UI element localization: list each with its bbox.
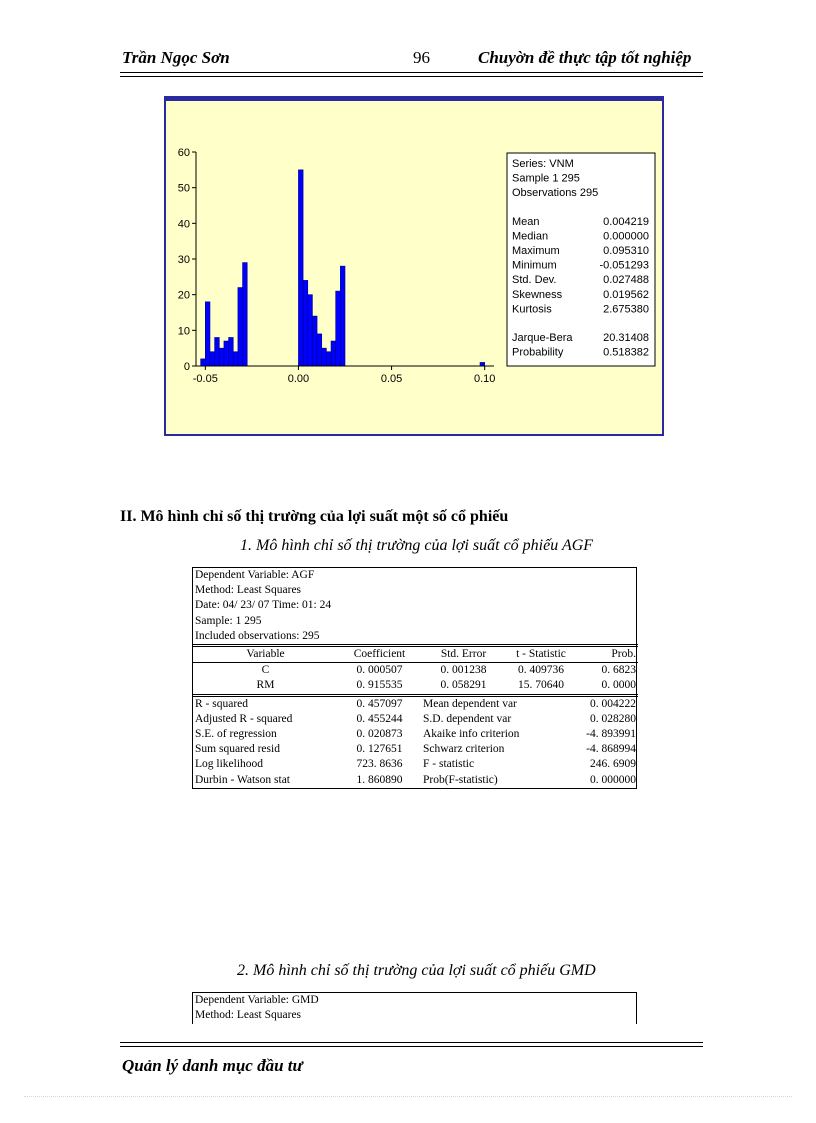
subsection-gmd-title: 2. Mô hình chỉ số thị trường của lợi suất cổ phiếu GMD xyxy=(237,962,596,979)
footer-rule xyxy=(120,1042,703,1043)
coef-header-row-cell-2: Std. Error xyxy=(421,646,506,663)
histogram-bar-13 xyxy=(312,316,317,366)
coef-row-0-cell-4: 0. 6823 xyxy=(576,663,638,679)
page-number: 96 xyxy=(413,48,430,67)
coef-row-0-cell-0: C xyxy=(193,663,338,679)
stat-row-1-cell-0: Adjusted R - squared xyxy=(195,712,293,725)
stat-row-3-cell-0: Sum squared resid xyxy=(195,743,280,756)
histogram-bar-5 xyxy=(224,341,229,366)
histogram-bar-15 xyxy=(322,348,327,366)
stat-row-2-cell-2: Akaike info criterion xyxy=(423,728,520,741)
coef-row-1-cell-0: RM xyxy=(256,679,275,692)
coef-row-0-cell-2: 0. 001238 xyxy=(421,663,506,679)
histogram-bar-0 xyxy=(201,359,206,366)
stat-row-4-cell-0: Log likelihood xyxy=(195,758,264,771)
coef-row-0 xyxy=(193,663,638,679)
stat-label-5: Maximum xyxy=(512,245,560,257)
regression-table-agf xyxy=(192,567,637,789)
stat-row-0-cell-2: Mean dependent var xyxy=(421,695,576,712)
stat-row-3-cell-2: Schwarz criterion xyxy=(423,743,505,756)
stat-label-10: Jarque-Bera xyxy=(512,332,573,344)
stat-value-8: 0.019562 xyxy=(603,288,649,301)
agf-info-line-1: Method: Least Squares xyxy=(195,584,302,597)
stat-value-5: 0.095310 xyxy=(603,245,649,257)
stat-row-2-cell-1: 0. 020873 xyxy=(356,728,403,741)
footer-rule-inner xyxy=(120,1046,703,1047)
stat-label-11: Probability xyxy=(512,346,564,359)
coef-header-row-cell-1: Coefficient xyxy=(338,646,421,663)
header-rule xyxy=(120,72,703,73)
agf-info-line-2: Date: 04/ 23/ 07 Time: 01: 24 xyxy=(195,599,332,612)
y-tick-label-6: 60 xyxy=(177,147,190,159)
stat-row-4-cell-3: 246. 6909 xyxy=(590,758,636,771)
stat-label-2: Observations 295 xyxy=(512,187,599,200)
coef-row-1-cell-3: 15. 70640 xyxy=(518,679,564,692)
histogram-bar-9 xyxy=(243,263,248,366)
coef-header-row xyxy=(193,646,638,663)
stat-row-2-cell-0: S.E. of regression xyxy=(195,728,277,741)
histogram-bar-20 xyxy=(480,362,485,366)
histogram-bar-8 xyxy=(238,288,243,366)
coef-header-row-cell-3: t - Statistic xyxy=(506,646,576,663)
stat-label-3: Mean xyxy=(512,215,540,228)
y-tick-label-2: 20 xyxy=(177,289,190,302)
subsection-agf-title: 1. Mô hình chỉ số thị trường của lợi suất cổ phiếu AGF xyxy=(240,537,594,554)
stat-row-0-cell-3: 0. 004222 xyxy=(576,695,638,712)
stat-row-5-cell-0: Durbin - Watson stat xyxy=(195,773,291,786)
gmd-info-line-1: Method: Least Squares xyxy=(195,1009,302,1022)
histogram-bar-10 xyxy=(298,170,303,366)
histogram-figure xyxy=(164,96,664,436)
agf-info-line-3: Sample: 1 295 xyxy=(195,614,262,627)
histogram-bar-18 xyxy=(336,291,341,366)
stat-label-7: Std. Dev. xyxy=(512,274,557,287)
stat-label-6: Minimum xyxy=(512,259,557,272)
x-tick-label-0: -0.05 xyxy=(192,373,218,385)
stat-row-0-cell-1: 0. 457097 xyxy=(338,695,421,712)
histogram-bar-4 xyxy=(219,348,224,366)
stat-row-1 xyxy=(193,712,638,727)
page-bottom-dotted-line xyxy=(24,1096,792,1097)
histogram-chart xyxy=(166,98,662,434)
stat-row-3-cell-1: 0. 127651 xyxy=(356,743,403,756)
stat-row-5-cell-3: 0. 000000 xyxy=(590,773,636,786)
stat-row-5-cell-1: 1. 860890 xyxy=(356,773,403,786)
stat-label-9: Kurtosis xyxy=(512,303,552,316)
coef-row-1-cell-2: 0. 058291 xyxy=(440,679,487,692)
header-author: Trần Ngọc Sơn xyxy=(122,48,230,67)
histogram-bar-12 xyxy=(308,295,313,366)
histogram-bar-17 xyxy=(331,341,336,366)
header-title: Chuyờn đề thực tập tốt nghiệp xyxy=(478,48,692,67)
histogram-bar-3 xyxy=(215,337,220,366)
agf-info-line-0: Dependent Variable: AGF xyxy=(195,569,315,581)
histogram-bar-11 xyxy=(303,280,308,366)
stat-label-4: Median xyxy=(512,230,549,243)
stat-row-0 xyxy=(193,695,638,712)
figure-top-bar xyxy=(166,98,662,101)
stat-label-1: Sample 1 295 xyxy=(512,172,580,185)
regression-table-gmd xyxy=(192,992,637,1024)
footer-text: Quản lý danh mục đầu tư xyxy=(122,1056,303,1075)
stat-row-2-cell-3: -4. 893991 xyxy=(586,728,636,741)
stat-row-1-cell-1: 0. 455244 xyxy=(356,712,403,725)
stat-label-0: Series: VNM xyxy=(512,158,574,170)
stat-value-4: 0.000000 xyxy=(603,230,649,243)
stat-row-2 xyxy=(193,727,638,742)
histogram-bar-16 xyxy=(326,352,331,366)
histogram-bar-2 xyxy=(210,352,215,366)
stat-row-4-cell-2: F - statistic xyxy=(423,758,475,771)
summary-stats-table xyxy=(193,694,638,788)
gmd-info-line-0: Dependent Variable: GMD xyxy=(195,994,319,1006)
histogram-bar-19 xyxy=(340,266,345,366)
stat-row-1-cell-2: S.D. dependent var xyxy=(423,712,512,725)
coef-row-1 xyxy=(193,678,638,693)
coefficient-table xyxy=(193,644,638,694)
stat-value-3: 0.004219 xyxy=(603,215,649,228)
histogram-bar-1 xyxy=(205,302,210,366)
histogram-bar-6 xyxy=(229,337,234,366)
section-heading: II. Mô hình chỉ số thị trường của lợi suất một số cổ phiếu xyxy=(120,508,509,525)
coef-row-0-cell-1: 0. 000507 xyxy=(338,663,421,679)
stat-value-6: -0.051293 xyxy=(599,259,649,272)
stat-value-7: 0.027488 xyxy=(603,274,649,287)
histogram-bar-7 xyxy=(233,352,238,366)
stat-row-1-cell-3: 0. 028280 xyxy=(590,712,636,725)
stat-row-5-cell-2: Prob(F-statistic) xyxy=(423,773,498,786)
stat-value-9: 2.675380 xyxy=(603,303,649,316)
coef-header-row-cell-0: Variable xyxy=(193,646,338,663)
coef-row-1-cell-4: 0. 0000 xyxy=(601,679,636,692)
stat-value-11: 0.518382 xyxy=(603,346,649,359)
y-tick-label-3: 30 xyxy=(177,254,190,266)
x-tick-label-1: 0.00 xyxy=(287,373,310,385)
x-tick-label-3: 0.10 xyxy=(473,373,496,385)
stat-value-10: 20.31408 xyxy=(603,332,649,344)
agf-info-line-4: Included observations: 295 xyxy=(195,629,320,642)
y-tick-label-4: 40 xyxy=(177,218,190,231)
stat-row-4-cell-1: 723. 8636 xyxy=(356,758,403,771)
stat-row-5 xyxy=(193,773,638,788)
stat-row-3 xyxy=(193,742,638,757)
header-rule-inner xyxy=(120,76,703,77)
stat-row-4 xyxy=(193,757,638,772)
stat-label-8: Skewness xyxy=(512,288,563,301)
y-tick-label-5: 50 xyxy=(177,182,190,195)
coef-header-row-cell-4: Prob. xyxy=(576,646,638,663)
y-tick-label-1: 10 xyxy=(177,325,190,338)
x-tick-label-2: 0.05 xyxy=(380,373,403,385)
y-tick-label-0: 0 xyxy=(183,361,190,373)
stat-row-0-cell-0: R - squared xyxy=(193,695,338,712)
stat-row-3-cell-3: -4. 868994 xyxy=(586,743,636,756)
coef-row-1-cell-1: 0. 915535 xyxy=(356,679,403,692)
histogram-bar-14 xyxy=(317,334,322,366)
coef-row-0-cell-3: 0. 409736 xyxy=(506,663,576,679)
